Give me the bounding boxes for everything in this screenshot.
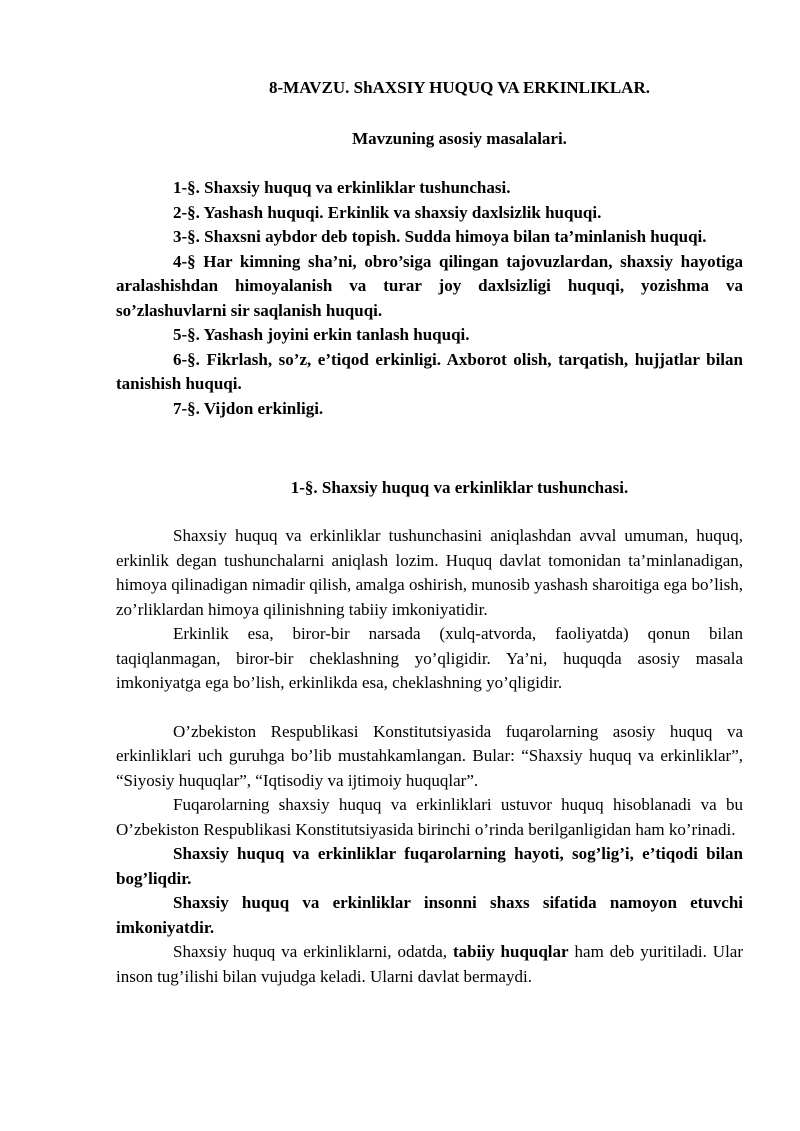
document-subtitle: Mavzuning asosiy masalalari. [352, 129, 567, 148]
text-run: ham deb yuritiladi. Ular inson tug’ilishi bilan vujudga keladi. Ularni davlat bermaydi. [116, 942, 743, 986]
bold-term: tabiiy huquqlar [453, 942, 569, 961]
paragraph: O’zbekiston Respublikasi Konstitutsiyasida fuqarolarning asosiy huquq va erkinliklari uch guruhga bo’lib mustahkamlangan. Bular: “Shaxsiy huquq va erkinliklar”, “Siyosiy huquqlar”, “Iqtisodiy va ijtimoiy huquqlar”. [116, 721, 743, 790]
topic-item: 5-§. Yashash joyini erkin tanlash huquqi. [173, 325, 470, 344]
topics-list [116, 176, 743, 421]
bold-paragraph: Shaxsiy huquq va erkinliklar fuqarolarning hayoti, sog’lig’i, e’tiqodi bilan bog’liqdir. [116, 844, 743, 888]
topic-item: 7-§. Vijdon erkinligi. [173, 398, 324, 418]
section-body [116, 524, 743, 989]
topic-item: 6-§. Fikrlash, so’z, e’tiqod erkinligi. Axborot olish, tarqatish, hujjatlar bilan tanishish huquqi. [116, 349, 743, 393]
topic-item: 2-§. Yashash huquqi. Erkinlik va shaxsiy daxlsizlik huquqi. [173, 202, 602, 222]
bold-paragraph: Shaxsiy huquq va erkinliklar insonni shaxs sifatida namoyon etuvchi imkoniyatdir. [116, 893, 743, 937]
topic-item: 1-§. Shaxsiy huquq va erkinliklar tushunchasi. [173, 178, 511, 197]
topic-item: 3-§. Shaxsni aybdor deb topish. Sudda himoya bilan ta’minlanish huquqi. [173, 227, 707, 246]
document-title: 8-MAVZU. ShAXSIY HUQUQ VA ERKINLIKLAR. [268, 78, 650, 97]
text-run: Shaxsiy huquq va erkinliklarni, odatda, [173, 942, 454, 961]
paragraph: Fuqarolarning shaxsiy huquq va erkinliklari ustuvor huquq hisoblanadi va bu O’zbekiston Respublikasi Konstitutsiyasida birinchi o’rinda berilganligidan ham ko’rinadi. [116, 795, 743, 839]
topic-item: 4-§ Har kimning sha’ni, obro’siga qilingan tajovuzlardan, shaxsiy hayotiga aralashishdan himoyalanish va turar joy daxlsizligi huquqi, yozishma va so’zlashuvlarni sir saqlanish huquqi. [116, 251, 743, 320]
paragraph [116, 940, 743, 989]
paragraph: Shaxsiy huquq va erkinliklar tushunchasini aniqlashdan avval umuman, huquq, erkinlik degan tushunchalarni aniqlash lozim. Huquq davlat tomonidan ta’minlanadigan, himoya qilinadigan nimadir qilish, amalga oshirish, munosib yashash sharoitiga ega bo’lish, zo’rliklardan himoya qilinishning tabiiy imkoniyatidir. [116, 526, 743, 619]
section-heading: 1-§. Shaxsiy huquq va erkinliklar tushunchasi. [290, 478, 629, 497]
paragraph: Erkinlik esa, biror-bir narsada (xulq-atvorda, faoliyatda) qonun bilan taqiqlanmagan, biror-bir cheklashning yo’qligidir. Ya’ni, huquqda asosiy masala imkoniyatga ega bo’lish, erkinlikda esa, cheklashning yo’qligidir. [116, 624, 743, 692]
